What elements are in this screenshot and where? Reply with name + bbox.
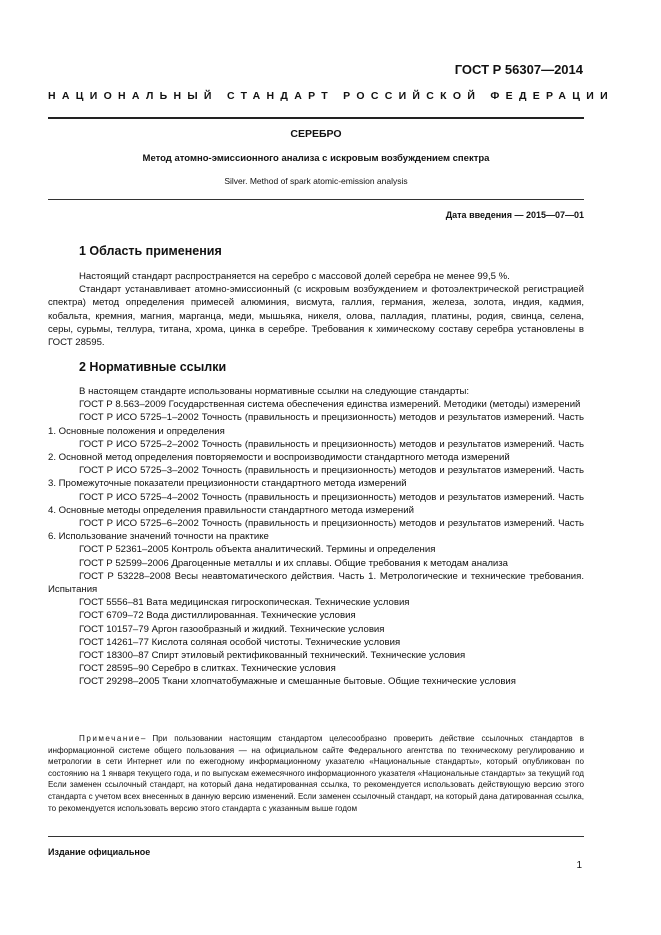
- reference-item: ГОСТ 28595–90 Серебро в слитках. Технические условия: [79, 663, 336, 675]
- reference-item: ГОСТ 6709–72 Вода дистиллированная. Технические условия: [79, 610, 356, 622]
- title-rule: [48, 199, 584, 200]
- reference-item: ГОСТ 29298–2005 Ткани хлопчатобумажные и смешанные бытовые. Общие технические условия: [79, 676, 516, 688]
- document-title: СЕРЕБРО: [290, 128, 342, 140]
- reference-item: ГОСТ 14261–77 Кислота соляная особой чистоты. Технические условия: [79, 636, 401, 648]
- section-2-heading: 2 Нормативные ссылки: [79, 360, 227, 374]
- page-number: 1: [576, 860, 582, 871]
- standard-number: ГОСТ Р 56307—2014: [454, 62, 583, 77]
- section-1-body: [48, 270, 584, 349]
- reference-item: ГОСТ 18300–87 Спирт этиловый ректификованный технический. Технические условия: [79, 650, 466, 662]
- reference-item: ГОСТ Р 52361–2005 Контроль объекта аналитический. Термины и определения: [79, 544, 436, 556]
- edition-label: Издание официальное: [48, 847, 151, 857]
- national-standard-caption: НАЦИОНАЛЬНЫЙ СТАНДАРТ РОССИЙСКОЙ ФЕДЕРАЦИИ: [48, 90, 614, 102]
- reference-item: ГОСТ Р ИСО 5725–2–2002 Точность (правильность и прецизионность) методов и результатов измерений. Часть 2. Основной метод определения повторяемости и воспроизводимости стандартного метода измерений: [48, 438, 584, 464]
- reference-item: ГОСТ Р ИСО 5725–1–2002 Точность (правильность и прецизионность) методов и результатов измерений. Часть 1. Основные положения и определения: [48, 412, 584, 437]
- reference-item: ГОСТ Р ИСО 5725–3–2002 Точность (правильность и прецизионность) методов и результатов измерений. Часть 3. Промежуточные показатели прецизионности стандартного метода измерений: [48, 465, 584, 490]
- reference-item: ГОСТ Р 52599–2006 Драгоценные металлы и их сплавы. Общие требования к методам анализа: [79, 557, 509, 569]
- note-block: [48, 733, 584, 814]
- reference-item: ГОСТ Р ИСО 5725–4–2002 Точность (правильность и прецизионность) методов и результатов измерений. Часть 4. Основные методы определения правильности стандартного метода измерений: [48, 491, 584, 516]
- reference-item: ГОСТ Р 8.563–2009 Государственная система обеспечения единства измерений. Методики (методы) измерений: [79, 399, 581, 411]
- reference-item: ГОСТ 10157–79 Аргон газообразный и жидкий. Технические условия: [79, 623, 385, 635]
- footer-rule: [48, 836, 584, 837]
- note-label: Примечание: [79, 734, 141, 743]
- note-text: – При пользовании настоящим стандартом целесообразно проверить действие ссылочных стандартов в информационной системе общего пользования — на официальном сайте Федерального агентства по техническому регулированию и метрологии в сети Интернет или по ежегодному информационному указателю «Национальные стандарты», который опубликован по состоянию на 1 января текущего года, и по выпускам ежемесячного информационного указателя «Национальные стандарты» за текущий год Если заменен ссылочный стандарт, на который дана недатированная ссылка, то рекомендуется использовать действующую версию этого стандарта с учетом всех внесенных в данную версию изменений. Если заменен ссылочный стандарт, на который дана датированная ссылка, то рекомендуется использовать версию этого стандарта с указанным выше годом: [48, 734, 584, 813]
- paragraph: Стандарт устанавливает атомно-эмиссионный (с искровым возбуждением и фотоэлектрической регистрацией спектра) метод определения примесей алюминия, висмута, галлия, германия, железа, золота, индия, кадмия, кобальта, кремния, магния, марганца, меди, мышьяка, никеля, олова, палладия, платины, родия, свинца, селена, серы, сурьмы, теллура, титана, хрома, цинка в серебре. Требования к химическому составу серебра установлены в ГОСТ 28595.: [48, 284, 584, 349]
- reference-item: ГОСТ Р 53228–2008 Весы неавтоматического действия. Часть 1. Метрологические и технические требования. Испытания: [48, 570, 584, 596]
- section-1-heading: 1 Область применения: [79, 244, 222, 258]
- reference-item: ГОСТ 5556–81 Вата медицинская гигроскопическая. Технические условия: [79, 597, 410, 609]
- paragraph: В настоящем стандарте использованы нормативные ссылки на следующие стандарты:: [79, 386, 470, 397]
- document-subtitle: Метод атомно-эмиссионного анализа с искровым возбуждением спектра: [142, 153, 490, 164]
- reference-item: ГОСТ Р ИСО 5725–6–2002 Точность (правильность и прецизионность) методов и результатов измерений. Часть 6. Использование значений точности на практике: [48, 518, 584, 543]
- effective-date: Дата введения — 2015—07—01: [445, 210, 584, 220]
- paragraph: Настоящий стандарт распространяется на серебро с массовой долей серебра не менее 99,5 %.: [79, 271, 510, 282]
- english-title: Silver. Method of spark atomic-emission analysis: [224, 176, 408, 186]
- section-2-body: [48, 385, 584, 689]
- top-rule: [48, 117, 584, 119]
